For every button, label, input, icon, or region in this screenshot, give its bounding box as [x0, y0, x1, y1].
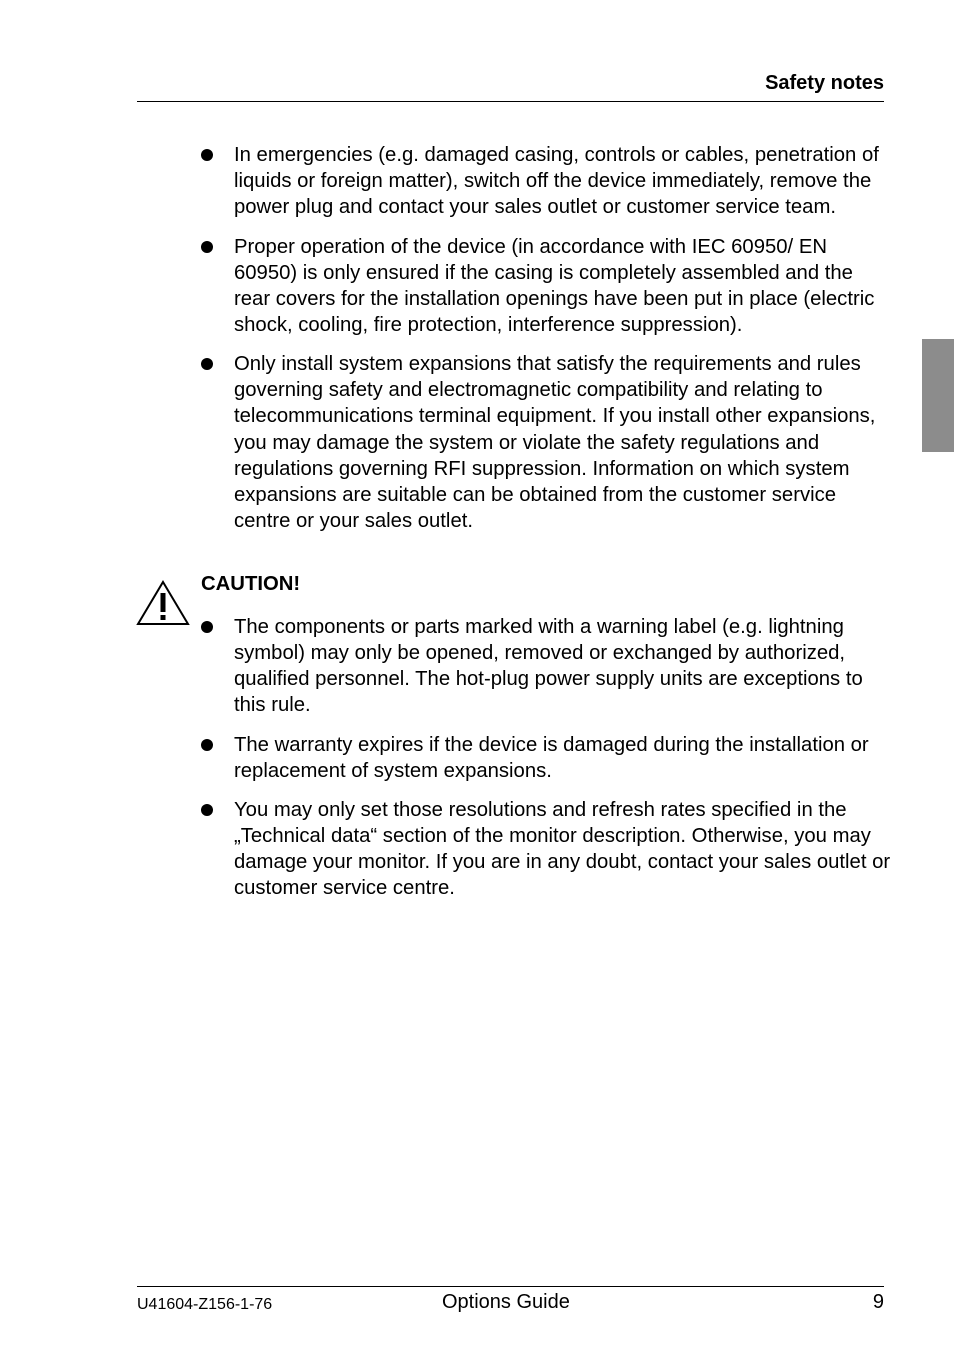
bullet-icon [201, 358, 213, 370]
header-divider [137, 101, 884, 102]
document-code: U41604-Z156-1-76 [137, 1296, 273, 1313]
footer-divider [137, 1286, 884, 1287]
list-item-text: Proper operation of the device (in accordance with IEC 60950/ EN 60950) is only ensured if the casing is completely assembled and the rear covers for the installation openings have been put in place (electric shock, cooling, fire protection, interference suppression). [234, 235, 875, 336]
list-item [201, 142, 891, 220]
list-item [201, 732, 891, 784]
page-number: 9 [872, 1291, 884, 1313]
list-item [201, 797, 891, 901]
bullet-icon [201, 621, 213, 633]
list-item-text: The warranty expires if the device is damaged during the installation or replacement of system expansions. [234, 733, 869, 782]
bullet-icon [201, 149, 213, 161]
list-item-text: The components or parts marked with a warning label (e.g. lightning symbol) may only be opened, removed or exchanged by authorized, qualified personnel. The hot-plug power supply units are exceptions to this rule. [234, 616, 863, 717]
footer-title: Options Guide [442, 1291, 570, 1313]
bullet-icon [201, 241, 213, 253]
page-header-title: Safety notes [765, 72, 884, 94]
list-item [201, 234, 891, 338]
chapter-tab-marker [922, 339, 954, 452]
list-item [201, 614, 891, 718]
list-item [201, 351, 891, 534]
bullet-icon [201, 804, 213, 816]
caution-list [201, 614, 891, 902]
caution-heading: CAUTION! [201, 573, 301, 595]
warning-triangle-icon [136, 579, 190, 627]
safety-list [201, 142, 891, 534]
bullet-icon [201, 739, 213, 751]
list-item-text: You may only set those resolutions and refresh rates specified in the „Technical data“ section of the monitor description. Otherwise, you may damage your monitor. If you are in any doubt, contact your sales outlet or customer service centre. [234, 799, 891, 900]
list-item-text: In emergencies (e.g. damaged casing, controls or cables, penetration of liquids or foreign matter), switch off the device immediately, remove the power plug and contact your sales outlet or customer service team. [234, 144, 879, 219]
list-item-text: Only install system expansions that satisfy the requirements and rules governing safety and electromagnetic compatibility and relating to telecommunications terminal equipment. If you install other expansions, you may damage the system or violate the safety regulations and regulations governing RFI suppression. Information on which system expansions are suitable can be obtained from the customer service centre or your sales outlet. [234, 353, 876, 532]
